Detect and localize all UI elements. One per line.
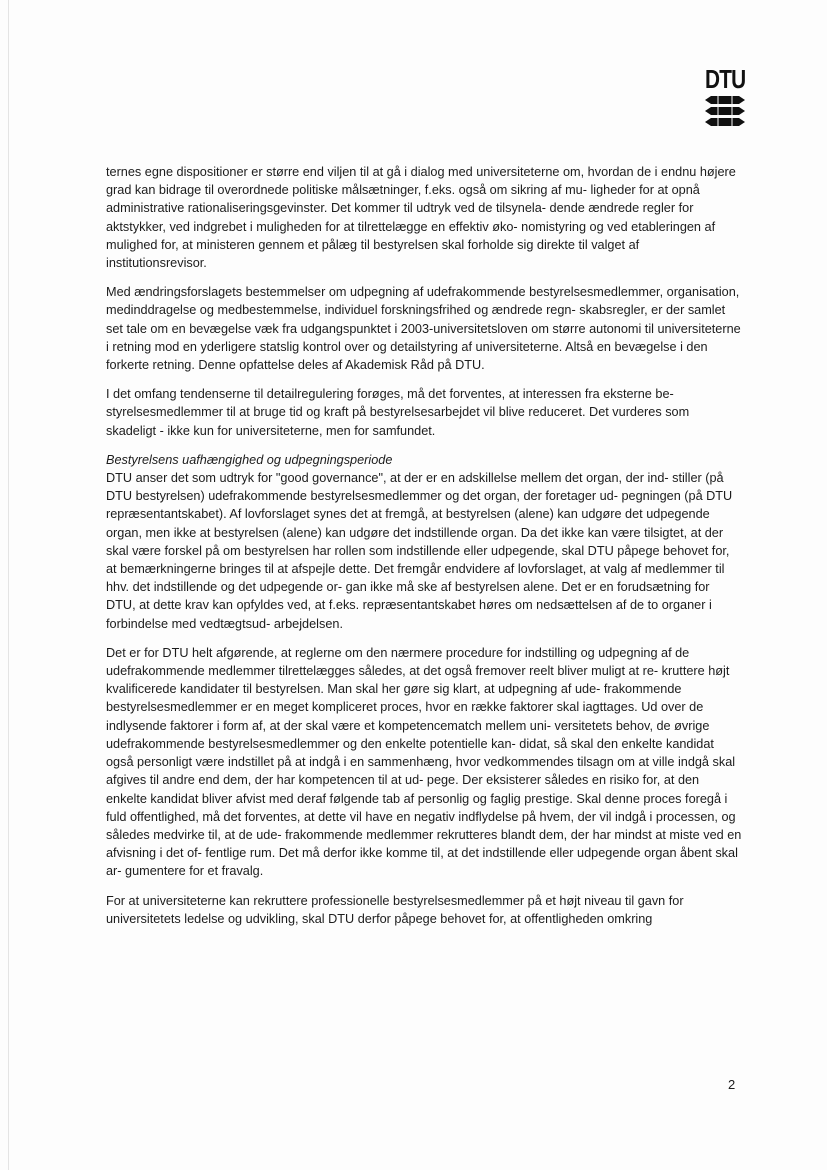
scan-edge-line	[8, 0, 9, 1170]
dtu-logo	[700, 66, 750, 136]
paragraph: I det omfang tendenserne til detailregulering forøges, må det forventes, at interessen fra eksterne be- styrelsesmedlemmer til at bruge tid og kraft på bestyrelsesarbejdet vil blive reduceret. Det vurderes som skadeligt - ikke kun for universiteterne, men for samfundet.	[106, 387, 690, 438]
page-number: 2	[728, 1077, 736, 1092]
paragraph: ternes egne dispositioner er større end viljen til at gå i dialog med universiteterne om, hvordan de i endnu højere grad kan bidrage til overordnede politiske målsætninger, f.eks. også om sikring af mu- ligheder for at opnå administrative rationaliseringsgevinster. Det kommer til udtryk ved de tilsynela- dende ændrede regler for aktstykker, ved indgrebet i muligheden for at tilrettelægge en effektiv øko- nomistyring og ved etableringen af mulighed for, at ministeren gennem et pålæg til bestyrelsen skal forholde sig direkte til valget af institutionsrevisor.	[106, 165, 736, 271]
logo-text: DTU	[705, 64, 746, 94]
paragraph: Det er for DTU helt afgørende, at reglerne om den nærmere procedure for indstilling og udpegning af de udefrakommende medlemmer tilrettelægges således, at det også fremover reelt bliver muligt at re- kruttere højt kvalificerede kandidater til bestyrelsen. Man skal her gøre sig klart, at udpegning af ude- frakommende bestyrelsesmedlemmer er en meget kompliceret proces, hvor en række faktorer skal iagttages. Ud over de indlysende faktorer i form af, at der skal være et kompetencematch mellem uni- versitetets behov, de øvrige udefrakommende bestyrelsesmedlemmer og den enkelte potentielle kan- didat, så skal den enkelte kandidat også personligt være indstillet på at indgå i en sammenhæng, hvor vedkommendes tilsagn om at ville indgå skal afgives til andre end dem, der har kompetencen til at ud- pege. Der eksisterer således en risiko for, at den enkelte kandidat bliver afvist med deraf følgende tab af personlig og faglig prestige. Skal denne proces foregå i fuld offentlighed, må det forventes, at dette vil have en negativ indflydelse på hvem, der vil indgå i processen, og således medvirke til, at de ude- frakommende medlemmer rekrutteres blandt dem, der har mindst at miste ved en afvisning i det of- fentlige rum. Det må derfor ikke komme til, at det indstillende eller udpegende organ åbent skal ar- gumentere for et fravalg.	[106, 645, 742, 879]
dtu-logo-emblem	[705, 95, 745, 127]
paragraph: DTU anser det som udtryk for "good governance", at der er en adskillelse mellem det organ, der ind- stiller (på DTU bestyrelsen) udefrakommende bestyrelsesmedlemmer og det organ, der foretager ud- pegningen (på DTU repræsentantskabet). Af lovforslaget synes det at fremgå, at bestyrelsen (alene) kan udgøre det udpegende organ, men ikke at bestyrelsen (alene) kan udgøre det indstillende organ. Da det ikke kan være tilsigtet, at der skal være forskel på om bestyrelsen har rollen som indstillende eller udpegende, skal DTU påpege behovet for, at bemærkningerne bringes til at afspejle dette. Det fremgår endvidere af lovforslaget, at valg af medlemmer til hhv. det indstillende og det udpegende or- gan ikke må ske af bestyrelsen alene. Det er en forudsætning for DTU, at dette krav kan opfyldes ved, at f.eks. repræsentantskabet høres om nedsættelsen af de to organer i forbindelse med vedtægtsud- arbejdelsen.	[106, 471, 733, 631]
section-heading: Bestyrelsens uafhængighed og udpegningsperiode	[106, 452, 393, 467]
paragraph: For at universiteterne kan rekruttere professionelle bestyrelsesmedlemmer på et højt niveau til gavn for universitetets ledelse og udvikling, skal DTU derfor påpege behovet for, at offentligheden omkring	[106, 893, 684, 926]
document-body	[106, 163, 742, 939]
paragraph: Med ændringsforslagets bestemmelser om udpegning af udefrakommende bestyrelsesmedlemmer, organisation, medinddragelse og medbestemmelse, individuel forskningsfrihed og ændrede regn- skabsregler, er der samlet set tale om en bevægelse væk fra udgangspunktet i 2003-universitetsloven om større autonomi til universiteterne i retning mod en yderligere statslig kontrol over og detailstyring af universiteterne. Altså en bevægelse i den forkerte retning. Denne opfattelse deles af Akademisk Råd på DTU.	[106, 285, 741, 373]
